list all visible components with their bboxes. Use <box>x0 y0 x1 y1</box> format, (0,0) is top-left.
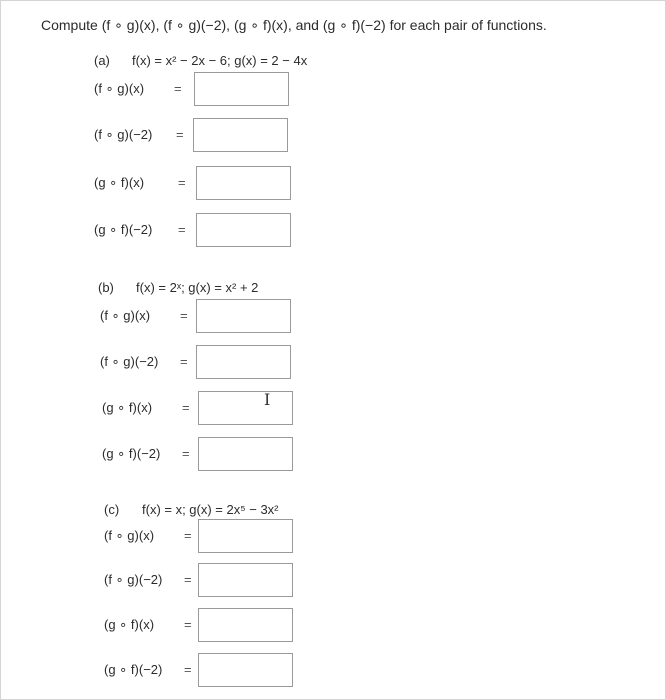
part-b-row-fog-x <box>100 299 300 335</box>
row-label: (g ∘ f)(x) <box>94 175 145 190</box>
part-b-functions: f(x) = 2ˣ; g(x) = x² + 2 <box>136 280 259 295</box>
answer-input[interactable] <box>196 213 291 247</box>
equals-sign: = <box>178 175 186 190</box>
row-label: (f ∘ g)(−2) <box>100 354 159 369</box>
row-label: (g ∘ f)(−2) <box>94 222 153 237</box>
answer-input[interactable] <box>196 345 291 379</box>
answer-input[interactable] <box>198 437 293 471</box>
row-label: (f ∘ g)(x) <box>104 528 155 543</box>
answer-input[interactable] <box>198 563 293 597</box>
answer-input[interactable] <box>198 653 293 687</box>
part-c-row-gof-neg2 <box>104 653 304 689</box>
part-a-letter: (a) <box>94 53 110 68</box>
part-a-row-gof-x <box>94 166 294 202</box>
row-label: (f ∘ g)(−2) <box>104 572 163 587</box>
part-c-functions: f(x) = x; g(x) = 2x⁵ − 3x² <box>142 502 279 517</box>
equals-sign: = <box>178 222 186 237</box>
part-a-functions: f(x) = x² − 2x − 6; g(x) = 2 − 4x <box>132 53 308 68</box>
equals-sign: = <box>184 662 192 677</box>
equals-sign: = <box>184 528 192 543</box>
equals-sign: = <box>182 446 190 461</box>
equals-sign: = <box>184 617 192 632</box>
row-label: (g ∘ f)(−2) <box>102 446 161 461</box>
equals-sign: = <box>184 572 192 587</box>
part-c-letter: (c) <box>104 502 120 517</box>
part-a-row-fog-neg2 <box>94 118 294 154</box>
answer-input[interactable] <box>198 519 293 553</box>
part-b-row-gof-x <box>102 391 302 427</box>
question-text: Compute (f ∘ g)(x), (f ∘ g)(−2), (g ∘ f)(x), and (g ∘ f)(−2) for each pair of functions. <box>41 17 547 33</box>
answer-input[interactable] <box>196 299 291 333</box>
part-a-row-fog-x <box>94 72 294 108</box>
answer-input[interactable] <box>198 608 293 642</box>
text-cursor-icon: I <box>264 390 271 409</box>
row-label: (f ∘ g)(x) <box>100 308 151 323</box>
answer-input[interactable] <box>198 391 293 425</box>
row-label: (g ∘ f)(−2) <box>104 662 163 677</box>
part-c-header <box>104 502 279 517</box>
answer-input[interactable] <box>196 166 291 200</box>
part-c-row-gof-x <box>104 608 304 644</box>
row-label: (g ∘ f)(x) <box>102 400 153 415</box>
equals-sign: = <box>180 354 188 369</box>
equals-sign: = <box>182 400 190 415</box>
part-b-letter: (b) <box>98 280 114 295</box>
part-b-row-fog-neg2 <box>100 345 300 381</box>
equals-sign: = <box>180 308 188 323</box>
part-c-row-fog-neg2 <box>104 563 304 599</box>
part-b-header <box>98 280 258 295</box>
part-a-header <box>94 53 307 68</box>
part-b-row-gof-neg2 <box>102 437 302 473</box>
part-a-row-gof-neg2 <box>94 213 294 249</box>
answer-input[interactable] <box>194 72 289 106</box>
equals-sign: = <box>176 127 184 142</box>
equals-sign: = <box>174 81 182 96</box>
row-label: (g ∘ f)(x) <box>104 617 155 632</box>
row-label: (f ∘ g)(−2) <box>94 127 153 142</box>
answer-input[interactable] <box>193 118 288 152</box>
part-c-row-fog-x <box>104 519 304 555</box>
row-label: (f ∘ g)(x) <box>94 81 145 96</box>
